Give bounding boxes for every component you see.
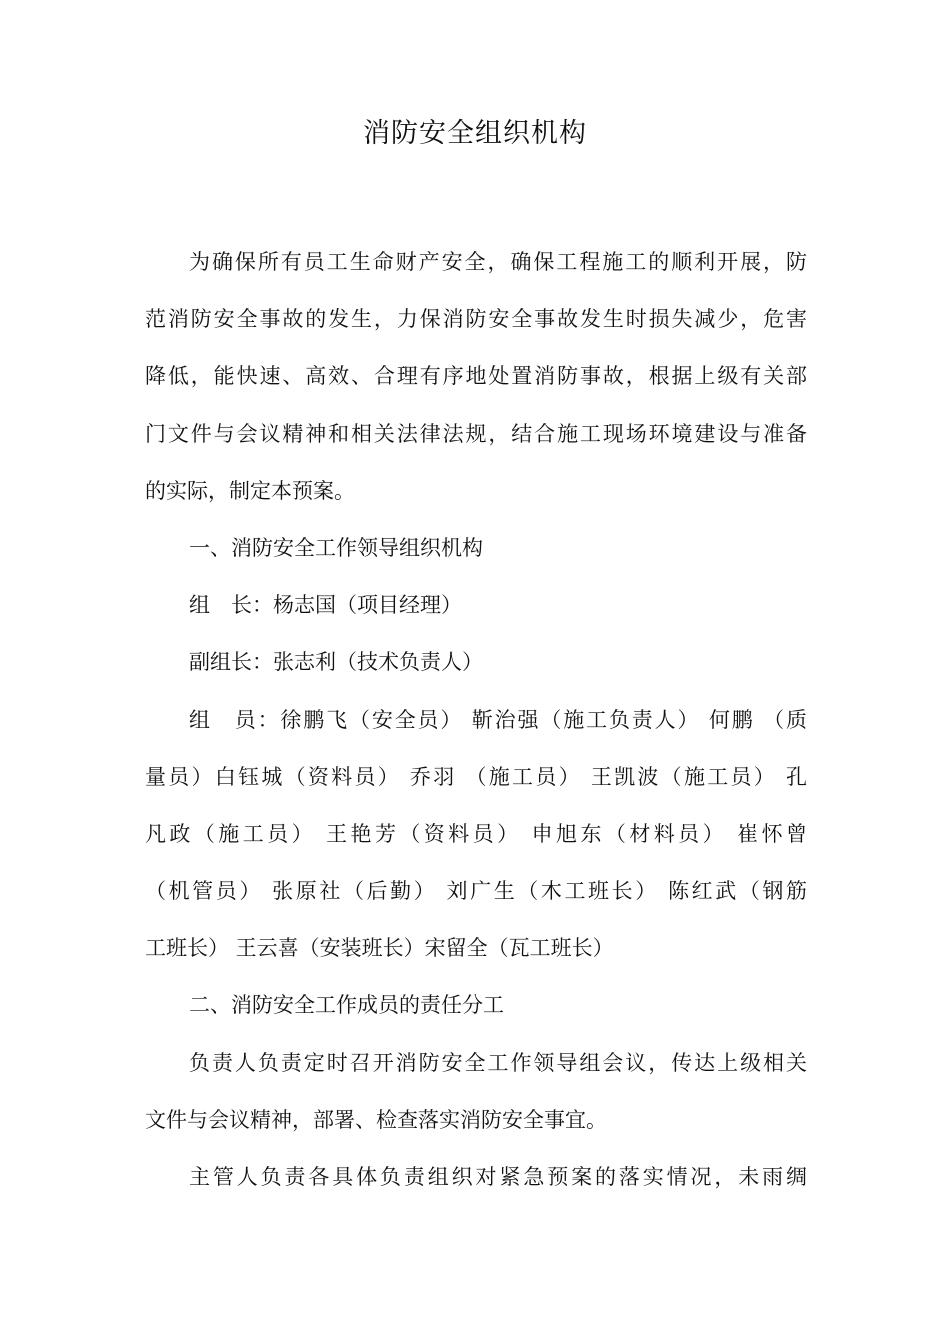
section-heading-1 bbox=[145, 520, 807, 577]
text-line: 降低，能快速、高效、合理有序地处置消防事故，根据上级有关部 bbox=[145, 364, 807, 389]
text-line: 文件与会议精神，部署、检查落实消防安全事宜。 bbox=[145, 1107, 607, 1132]
text-line: 负责人负责定时召开消防安全工作领导组会议，传达上级相关 bbox=[189, 1050, 807, 1075]
text-line: 量员）白钰城（资料员） 乔羽 （施工员） 王凯波（施工员） 孔 bbox=[145, 764, 807, 789]
deputy-leader-line bbox=[145, 634, 807, 691]
document-body bbox=[145, 234, 807, 1206]
responsibility-paragraph bbox=[145, 1035, 807, 1149]
text-line: 组 员：徐鹏飞（安全员） 靳治强（施工负责人） 何鹏 （质 bbox=[189, 707, 807, 732]
text-line: （机管员） 张原社（后勤） 刘广生（木工班长） 陈红武（钢筋 bbox=[145, 879, 807, 904]
text-line: 的实际，制定本预案。 bbox=[145, 478, 355, 503]
text-line: 组 长：杨志国（项目经理） bbox=[189, 593, 462, 618]
text-line: 范消防安全事故的发生，力保消防安全事故发生时损失减少，危害 bbox=[145, 307, 807, 332]
section-heading-2 bbox=[145, 977, 807, 1034]
text-line: 副组长：张志利（技术负责人） bbox=[189, 650, 483, 675]
text-line: 一、消防安全工作领导组织机构 bbox=[189, 535, 483, 560]
members-paragraph bbox=[145, 692, 807, 978]
text-line: 工班长） 王云喜（安装班长）宋留全（瓦工班长） bbox=[145, 936, 614, 961]
responsibility-paragraph bbox=[145, 1149, 807, 1206]
leader-line bbox=[145, 577, 807, 634]
text-line: 二、消防安全工作成员的责任分工 bbox=[189, 993, 504, 1018]
text-line: 为确保所有员工生命财产安全，确保工程施工的顺利开展，防 bbox=[189, 250, 807, 274]
document-title: 消防安全组织机构 bbox=[363, 118, 587, 149]
text-line: 门文件与会议精神和相关法律法规，结合施工现场环境建设与准备 bbox=[145, 421, 807, 446]
intro-paragraph bbox=[145, 234, 807, 520]
text-line: 凡政（施工员） 王艳芳（资料员） 申旭东（材料员） 崔怀曾 bbox=[145, 821, 807, 846]
text-line: 主管人负责各具体负责组织对紧急预案的落实情况，未雨绸 bbox=[189, 1165, 807, 1189]
